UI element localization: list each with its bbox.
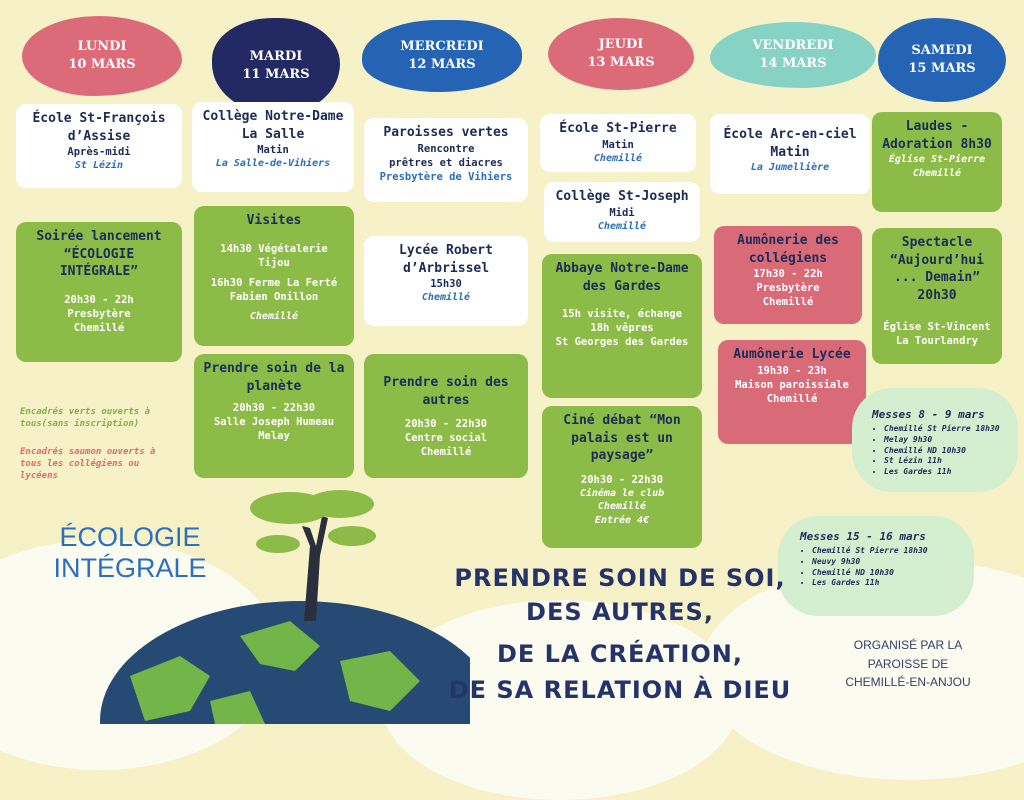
mass-item: • Melay 9h30 xyxy=(884,435,1008,446)
event-place: Chemillé xyxy=(249,311,299,323)
event-title: Abbaye Notre-Dame des Gardes xyxy=(555,261,689,294)
event-town: Chemillé xyxy=(73,321,125,334)
mass-item: • Neuvy 9h30 xyxy=(812,557,964,568)
event-place: La Jumellière xyxy=(750,162,830,174)
event-town: Chemillé xyxy=(762,296,814,309)
event-time: 20h30 - 22h30 xyxy=(580,473,664,486)
event-town: Chemillé xyxy=(597,501,647,513)
mass-item: • Chemillé ND 10h30 xyxy=(884,446,1008,457)
event-title: Collège St-Joseph xyxy=(555,189,689,204)
event-time: 20h30 - 22h30 xyxy=(404,418,488,431)
day-name: JEUDI xyxy=(598,37,644,53)
day-name: MARDI xyxy=(249,49,303,65)
event-place: Presbytère xyxy=(756,282,820,295)
event-time: 17h30 - 22h xyxy=(753,268,823,281)
day-header-vendredi xyxy=(710,22,876,88)
legend-salmon: Encadrés saumon ouverts à tous les collégiens ou lycéens xyxy=(20,447,156,482)
event-time: 15h30 xyxy=(430,278,462,291)
event-town: Chemillé xyxy=(766,392,818,405)
day-header-mardi xyxy=(212,18,340,114)
event-line: Fabien Onillon xyxy=(229,291,319,304)
event-line: 14h30 Végétalerie xyxy=(220,242,328,255)
event-place: Salle Joseph Humeau xyxy=(213,416,335,429)
event-title: Collège Notre-Dame La Salle xyxy=(202,109,344,142)
masses-8-9-mars xyxy=(852,388,1018,492)
event-card-abbaye xyxy=(542,254,702,398)
mass-item: • Chemillé St Pierre 18h30 xyxy=(884,424,1008,435)
event-title: Paroisses vertes xyxy=(383,125,509,140)
event-place: Église St-Pierre xyxy=(888,154,986,166)
event-card-planete xyxy=(194,354,354,478)
event-place: Chemillé xyxy=(597,220,647,232)
day-date: 15 MARS xyxy=(908,61,976,76)
event-place: St Georges des Gardes xyxy=(555,336,689,349)
event-card-ecole-st-pierre xyxy=(540,114,696,172)
title-line: INTÉGRALE xyxy=(53,553,207,584)
event-town: Chemillé xyxy=(912,167,962,179)
event-card-paroisses-vertes xyxy=(364,118,528,202)
day-header-samedi xyxy=(878,18,1006,102)
event-line: prêtres et diacres xyxy=(389,156,503,169)
day-name: MERCREDI xyxy=(400,39,484,55)
masses-title: Messes 8 - 9 mars xyxy=(872,408,985,421)
day-header-jeudi xyxy=(548,18,694,90)
event-card-lycee-robert xyxy=(364,236,528,326)
mass-item: • St Lézin 11h xyxy=(884,456,1008,467)
event-card-college-st-joseph xyxy=(544,182,700,242)
event-time: 20h30 - 22h30 xyxy=(232,402,316,415)
event-time: 19h30 - 23h xyxy=(757,364,827,377)
event-title: Aumônerie des collégiens xyxy=(737,233,839,266)
event-place: Église St-Vincent xyxy=(883,321,991,334)
event-card-autres xyxy=(364,354,528,478)
day-date: 11 MARS xyxy=(242,67,310,82)
event-title: Prendre soin de la planète xyxy=(203,361,345,394)
event-title: École Arc-en-ciel Matin xyxy=(723,127,857,160)
day-name: LUNDI xyxy=(77,39,127,55)
event-title: Ciné débat “Mon palais est un paysage” xyxy=(563,413,681,464)
event-line: Rencontre xyxy=(417,142,475,155)
event-title: Laudes - Adoration 8h30 xyxy=(882,119,992,152)
event-price: Entrée 4€ xyxy=(594,514,650,526)
day-date: 13 MARS xyxy=(587,55,655,70)
mass-item: • Chemillé ND 10h30 xyxy=(812,568,964,579)
legend-green: Encadrés verts ouverts à tous(sans inscription) xyxy=(20,407,151,430)
organizer-line: PAROISSE DE xyxy=(867,656,949,671)
event-place: Chemillé xyxy=(421,292,471,304)
event-card-visites xyxy=(194,206,354,346)
event-line: 18h vêpres xyxy=(590,322,654,335)
event-place: La Salle-de-Vihiers xyxy=(215,158,331,170)
event-title: Prendre soin des autres xyxy=(383,375,509,408)
event-time: 20h30 - 22h xyxy=(64,293,134,306)
masses-title: Messes 15 - 16 mars xyxy=(800,530,926,543)
event-card-college-notre-dame xyxy=(192,102,354,192)
organizer-line: CHEMILLÉ-EN-ANJOU xyxy=(845,675,971,690)
event-line: 16h30 Ferme La Ferté xyxy=(210,276,338,289)
event-line: 15h visite, échange xyxy=(561,308,683,321)
event-card-ecole-arc-en-ciel xyxy=(710,114,870,194)
event-town: Chemillé xyxy=(420,446,472,459)
day-header-mercredi xyxy=(362,20,522,92)
event-line: Tijou xyxy=(258,256,290,269)
event-time: Midi xyxy=(609,206,635,219)
day-name: VENDREDI xyxy=(752,38,834,54)
event-card-spectacle xyxy=(872,228,1002,364)
event-card-cine-debat xyxy=(542,406,702,548)
event-title: Visites xyxy=(246,213,302,228)
event-place: Maison paroissiale xyxy=(735,378,849,391)
day-date: 10 MARS xyxy=(68,57,136,72)
day-name: SAMEDI xyxy=(911,43,973,59)
day-header-lundi xyxy=(22,16,182,96)
event-town: Melay xyxy=(258,430,290,443)
event-title: Spectacle “Aujourd’hui ... Demain” 20h30 xyxy=(890,235,984,303)
organizer-line: ORGANISÉ PAR LA xyxy=(853,638,963,652)
event-card-aumonerie-lycee xyxy=(718,340,866,444)
slogan-line: DE LA CRÉATION, xyxy=(497,640,743,668)
day-date: 12 MARS xyxy=(408,57,476,72)
event-title: École St-François d’Assise xyxy=(32,111,166,144)
event-time: Matin xyxy=(257,144,289,157)
mass-item: • Chemillé St Pierre 18h30 xyxy=(812,546,964,557)
slogan-line: DE SA RELATION À DIEU xyxy=(448,676,792,704)
event-card-ecole-st-francois xyxy=(16,104,182,188)
mass-item: • Les Gardes 11h xyxy=(812,578,964,589)
event-time: Matin xyxy=(602,138,634,151)
event-title: Aumônerie Lycée xyxy=(733,347,851,362)
tree-leaves xyxy=(256,535,300,553)
title-line: ÉCOLOGIE xyxy=(59,522,201,552)
event-place: Cinéma le club xyxy=(579,487,665,499)
title-ecologie-integrale xyxy=(30,522,230,584)
tree-leaves xyxy=(306,490,374,518)
event-title: École St-Pierre xyxy=(559,121,677,136)
event-place: Presbytère de Vihiers xyxy=(379,170,513,183)
event-title: Lycée Robert d’Arbrissel xyxy=(399,243,493,276)
event-time: Après-midi xyxy=(67,146,131,159)
event-place: St Lézin xyxy=(74,160,124,172)
event-card-laudes xyxy=(872,112,1002,212)
day-date: 14 MARS xyxy=(759,56,827,71)
event-place: Centre social xyxy=(404,432,488,445)
slogan-line: DES AUTRES, xyxy=(526,598,714,626)
event-town: La Tourlandry xyxy=(895,335,979,348)
event-title: Soirée lancement “ÉCOLOGIE INTÉGRALE” xyxy=(36,229,162,280)
event-card-soiree-lancement xyxy=(16,222,182,362)
event-place: Chemillé xyxy=(593,152,643,164)
organizer xyxy=(818,636,998,692)
tree-leaves xyxy=(328,526,376,546)
mass-item: • Les Gardes 11h xyxy=(884,467,1008,478)
event-card-aumonerie-collegiens xyxy=(714,226,862,324)
event-place: Presbytère xyxy=(67,307,131,320)
slogan-line: PRENDRE SOIN DE SOI, xyxy=(454,564,786,592)
